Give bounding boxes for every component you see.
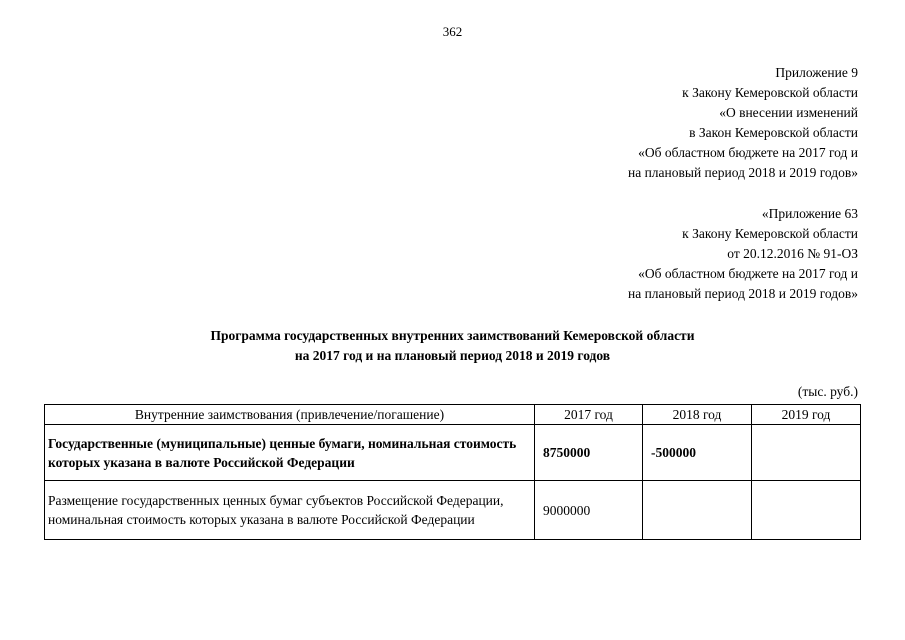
column-header-2019: 2019 год [752, 405, 861, 425]
value-2019 [752, 425, 861, 481]
appendix-9-line: в Закон Кемеровской области [689, 125, 858, 140]
appendix-9-line: «Об областном бюджете на 2017 год и [638, 145, 858, 160]
column-header-2018: 2018 год [643, 405, 752, 425]
page-number: 362 [442, 24, 463, 39]
appendix-9-line: к Закону Кемеровской области [682, 85, 858, 100]
table-row [45, 481, 861, 540]
units-note: (тыс. руб.) [797, 384, 858, 399]
table-header-row [45, 405, 861, 425]
appendix-9-header [628, 63, 858, 183]
column-header-2017: 2017 год [535, 405, 643, 425]
document-title-line-2: на 2017 год и на плановый период 2018 и 2019 годов [294, 348, 611, 363]
appendix-63-line: «Приложение 63 [761, 206, 858, 221]
appendix-9-line: Приложение 9 [775, 65, 858, 80]
value-2018 [643, 481, 752, 540]
row-description: Размещение государственных ценных бумаг субъектов Российской Федерации, номинальная стоимость которых указана в валюте Российской Федерации [45, 481, 535, 540]
column-header-description: Внутренние заимствования (привлечение/погашение) [45, 405, 535, 425]
appendix-9-line: «О внесении изменений [719, 105, 858, 120]
value-2017: 8750000 [535, 425, 643, 481]
appendix-63-line: «Об областном бюджете на 2017 год и [638, 266, 858, 281]
row-description: Государственные (муниципальные) ценные бумаги, номинальная стоимость которых указана в валюте Российской Федерации [45, 425, 535, 481]
appendix-63-line: от 20.12.2016 № 91-ОЗ [727, 246, 858, 261]
value-2017: 9000000 [535, 481, 643, 540]
document-title-line-1: Программа государственных внутренних заимствований Кемеровской области [210, 328, 695, 343]
table-row [45, 425, 861, 481]
value-2019 [752, 481, 861, 540]
value-2018: -500000 [643, 425, 752, 481]
appendix-63-header [628, 204, 858, 304]
document-title [0, 326, 905, 366]
appendix-63-line: к Закону Кемеровской области [682, 226, 858, 241]
appendix-63-line: на плановый период 2018 и 2019 годов» [627, 286, 858, 301]
borrowings-table [44, 404, 861, 540]
appendix-9-line: на плановый период 2018 и 2019 годов» [627, 165, 858, 180]
